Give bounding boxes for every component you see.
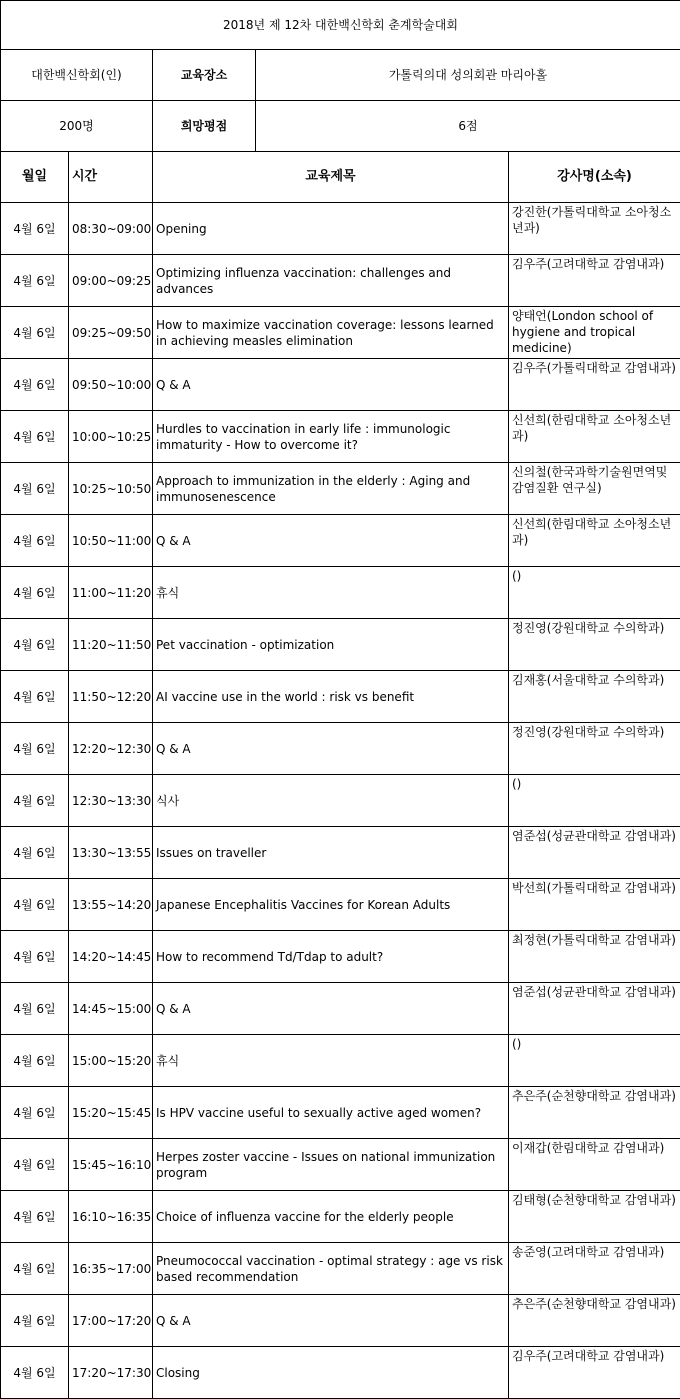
- row-date: 4월 6일: [1, 307, 69, 359]
- row-time: 12:30~13:30: [69, 775, 153, 827]
- row-speaker: 추은주(순천향대학교 감염내과): [509, 1087, 680, 1139]
- row-subject: Q & A: [153, 983, 509, 1035]
- row-speaker: 신의철(한국과학기술원면역및감염질환 연구실): [509, 463, 680, 515]
- row-speaker: (): [509, 775, 680, 827]
- row-subject: Herpes zoster vaccine - Issues on national immunization program: [153, 1139, 509, 1191]
- row-date: 4월 6일: [1, 619, 69, 671]
- row-time: 15:45~16:10: [69, 1139, 153, 1191]
- count-score-row: [1, 101, 680, 152]
- table-row: [1, 1243, 680, 1295]
- header-date: 월일: [1, 152, 69, 203]
- table-row: [1, 723, 680, 775]
- row-time: 15:00~15:20: [69, 1035, 153, 1087]
- table-row: [1, 1295, 680, 1347]
- row-speaker: 정진영(강원대학교 수의학과): [509, 723, 680, 775]
- row-speaker: 강진한(가톨릭대학교 소아청소년과): [509, 203, 680, 255]
- row-date: 4월 6일: [1, 567, 69, 619]
- table-row: [1, 983, 680, 1035]
- row-subject: Choice of influenza vaccine for the elderly people: [153, 1191, 509, 1243]
- row-subject: AI vaccine use in the world : risk vs benefit: [153, 671, 509, 723]
- row-time: 09:50~10:00: [69, 359, 153, 411]
- row-subject: Japanese Encephalitis Vaccines for Korean Adults: [153, 879, 509, 931]
- table-row: [1, 879, 680, 931]
- row-date: 4월 6일: [1, 359, 69, 411]
- row-time: 09:00~09:25: [69, 255, 153, 307]
- row-speaker: 염준섭(성균관대학교 감염내과): [509, 983, 680, 1035]
- row-date: 4월 6일: [1, 255, 69, 307]
- row-date: 4월 6일: [1, 1087, 69, 1139]
- row-time: 16:35~17:00: [69, 1243, 153, 1295]
- row-speaker: 이재갑(한림대학교 감염내과): [509, 1139, 680, 1191]
- row-date: 4월 6일: [1, 1243, 69, 1295]
- row-date: 4월 6일: [1, 515, 69, 567]
- row-subject: How to maximize vaccination coverage: lessons learned in achieving measles elimination: [153, 307, 509, 359]
- row-subject: Closing: [153, 1347, 509, 1399]
- table-row: [1, 671, 680, 723]
- row-time: 11:20~11:50: [69, 619, 153, 671]
- row-speaker: 김태형(순천향대학교 감염내과): [509, 1191, 680, 1243]
- place-value: 가톨릭의대 성의회관 마리아홀: [256, 50, 680, 101]
- row-subject: Q & A: [153, 1295, 509, 1347]
- row-speaker: 박선희(가톨릭대학교 감염내과): [509, 879, 680, 931]
- row-speaker: (): [509, 1035, 680, 1087]
- header-speaker: 강사명(소속): [509, 152, 680, 203]
- row-time: 13:55~14:20: [69, 879, 153, 931]
- title-row: [1, 1, 680, 50]
- row-time: 17:20~17:30: [69, 1347, 153, 1399]
- row-speaker: 신선희(한림대학교 소아청소년과): [509, 411, 680, 463]
- row-subject: How to recommend Td/Tdap to adult?: [153, 931, 509, 983]
- table-row: [1, 463, 680, 515]
- row-subject: 휴식: [153, 1035, 509, 1087]
- row-date: 4월 6일: [1, 775, 69, 827]
- row-speaker: 염준섭(성균관대학교 감염내과): [509, 827, 680, 879]
- row-time: 14:45~15:00: [69, 983, 153, 1035]
- row-subject: Is HPV vaccine useful to sexually active aged women?: [153, 1087, 509, 1139]
- row-time: 12:20~12:30: [69, 723, 153, 775]
- row-time: 11:00~11:20: [69, 567, 153, 619]
- score-value: 6점: [256, 101, 680, 152]
- row-time: 10:50~11:00: [69, 515, 153, 567]
- row-date: 4월 6일: [1, 723, 69, 775]
- row-time: 16:10~16:35: [69, 1191, 153, 1243]
- row-speaker: 김우주(고려대학교 감염내과): [509, 255, 680, 307]
- row-speaker: 신선희(한림대학교 소아청소년과): [509, 515, 680, 567]
- attendee-count: 200명: [1, 101, 153, 152]
- table-row: [1, 255, 680, 307]
- org-place-row: [1, 50, 680, 101]
- table-row: [1, 1191, 680, 1243]
- row-subject: 휴식: [153, 567, 509, 619]
- row-time: 10:00~10:25: [69, 411, 153, 463]
- row-time: 10:25~10:50: [69, 463, 153, 515]
- table-row: [1, 775, 680, 827]
- row-date: 4월 6일: [1, 1035, 69, 1087]
- row-speaker: 양태언(London school of hygiene and tropical medicine): [509, 307, 680, 359]
- row-time: 09:25~09:50: [69, 307, 153, 359]
- row-subject: 식사: [153, 775, 509, 827]
- column-header-row: [1, 152, 680, 203]
- table-row: [1, 827, 680, 879]
- row-speaker: 추은주(순천향대학교 감염내과): [509, 1295, 680, 1347]
- row-time: 11:50~12:20: [69, 671, 153, 723]
- row-subject: Q & A: [153, 359, 509, 411]
- row-date: 4월 6일: [1, 203, 69, 255]
- row-speaker: 김재홍(서울대학교 수의학과): [509, 671, 680, 723]
- table-row: [1, 359, 680, 411]
- table-row: [1, 411, 680, 463]
- row-time: 17:00~17:20: [69, 1295, 153, 1347]
- table-row: [1, 1035, 680, 1087]
- row-time: 14:20~14:45: [69, 931, 153, 983]
- row-subject: Approach to immunization in the elderly : Aging and immunosenescence: [153, 463, 509, 515]
- row-date: 4월 6일: [1, 1139, 69, 1191]
- row-speaker: 송준영(고려대학교 감염내과): [509, 1243, 680, 1295]
- header-time: 시간: [69, 152, 153, 203]
- row-time: 13:30~13:55: [69, 827, 153, 879]
- row-speaker: (): [509, 567, 680, 619]
- row-speaker: 김우주(고려대학교 감염내과): [509, 1347, 680, 1399]
- row-date: 4월 6일: [1, 1295, 69, 1347]
- row-subject: Q & A: [153, 723, 509, 775]
- row-date: 4월 6일: [1, 931, 69, 983]
- row-date: 4월 6일: [1, 671, 69, 723]
- row-subject: Q & A: [153, 515, 509, 567]
- table-row: [1, 307, 680, 359]
- organization-name: 대한백신학회(인): [1, 50, 153, 101]
- row-subject: Pneumococcal vaccination - optimal strategy : age vs risk based recommendation: [153, 1243, 509, 1295]
- table-row: [1, 1087, 680, 1139]
- row-date: 4월 6일: [1, 1191, 69, 1243]
- score-label: 희망평점: [153, 101, 256, 152]
- table-row: [1, 619, 680, 671]
- row-time: 15:20~15:45: [69, 1087, 153, 1139]
- row-date: 4월 6일: [1, 463, 69, 515]
- table-row: [1, 931, 680, 983]
- table-row: [1, 515, 680, 567]
- row-subject: Opening: [153, 203, 509, 255]
- header-subject: 교육제목: [153, 152, 509, 203]
- row-date: 4월 6일: [1, 983, 69, 1035]
- row-date: 4월 6일: [1, 879, 69, 931]
- row-speaker: 정진영(강원대학교 수의학과): [509, 619, 680, 671]
- row-speaker: 최정현(가톨릭대학교 감염내과): [509, 931, 680, 983]
- row-date: 4월 6일: [1, 827, 69, 879]
- row-subject: Issues on traveller: [153, 827, 509, 879]
- row-date: 4월 6일: [1, 411, 69, 463]
- place-label: 교육장소: [153, 50, 256, 101]
- row-time: 08:30~09:00: [69, 203, 153, 255]
- page-title: 2018년 제 12차 대한백신학회 춘계학술대회: [1, 1, 680, 50]
- row-speaker: 김우주(가톨릭대학교 감염내과): [509, 359, 680, 411]
- table-row: [1, 567, 680, 619]
- table-row: [1, 203, 680, 255]
- row-date: 4월 6일: [1, 1347, 69, 1399]
- row-subject: Hurdles to vaccination in early life : immunologic immaturity - How to overcome it?: [153, 411, 509, 463]
- table-row: [1, 1139, 680, 1191]
- row-subject: Optimizing influenza vaccination: challenges and advances: [153, 255, 509, 307]
- table-row: [1, 1347, 680, 1399]
- row-subject: Pet vaccination - optimization: [153, 619, 509, 671]
